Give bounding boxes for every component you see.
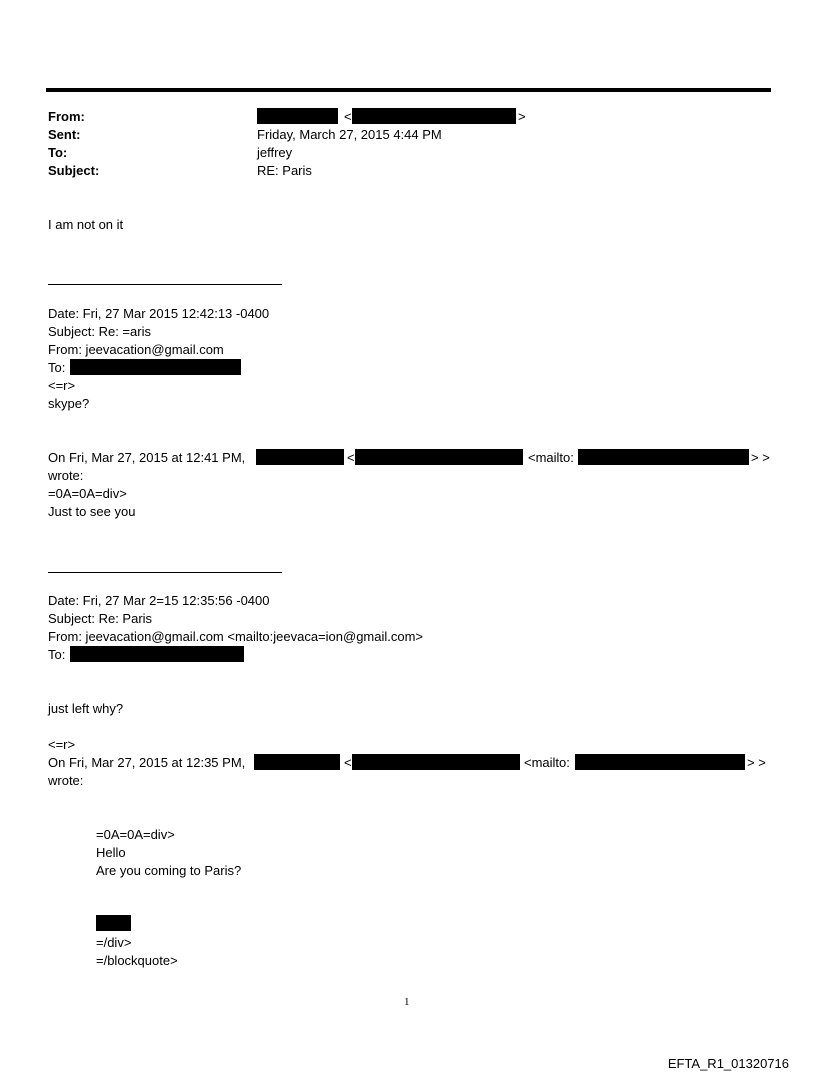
blockquote-question: Are you coming to Paris?: [96, 863, 242, 878]
header-top-rule: [46, 88, 771, 92]
quote1-message: Just to see you: [48, 504, 136, 519]
redacted-sender-email: [352, 108, 516, 124]
quote2-lt: <: [344, 755, 352, 770]
quote1-mailto: <mailto:: [528, 450, 574, 465]
quote2-wrote: wrote:: [48, 773, 84, 788]
quote2-subject: Subject: Re: Paris: [48, 611, 153, 626]
quote1-on-prefix: On Fri, Mar 27, 2015 at 12:41 PM,: [48, 450, 246, 465]
sent-value: Friday, March 27, 2015 4:44 PM: [257, 127, 442, 142]
quote2-message: just left why?: [48, 701, 124, 716]
quote1-div-line: =0A=0A=div>: [48, 486, 127, 501]
quote1-line-r: <=r>: [48, 378, 76, 393]
page-number: 1: [404, 996, 410, 1008]
quote1-date: Date: Fri, 27 Mar 2015 12:42:13 -0400: [48, 306, 270, 321]
redacted-name: [256, 449, 344, 465]
redacted-email: [355, 449, 523, 465]
subject-value: RE: Paris: [257, 163, 312, 178]
quote2-on-prefix: On Fri, Mar 27, 2015 at 12:35 PM,: [48, 755, 246, 770]
quote2-to-label: To:: [48, 647, 66, 662]
reply-text: I am not on it: [48, 217, 124, 232]
quote1-from: From: jeevacation@gmail.com: [48, 342, 224, 357]
quote1-to-label: To:: [48, 360, 66, 375]
quote2-mailto: <mailto:: [524, 755, 570, 770]
quote2-from: From: jeevacation@gmail.com <mailto:jeevaca=ion@gmail.com>: [48, 629, 424, 644]
quote2-close: > >: [747, 755, 766, 770]
quote-separator: [48, 284, 282, 285]
quote1-skype: skype?: [48, 396, 90, 411]
quote2-date: Date: Fri, 27 Mar 2=15 12:35:56 -0400: [48, 593, 270, 608]
to-label: To:: [48, 145, 68, 160]
blockquote-hello: Hello: [96, 845, 126, 860]
from-label: From:: [48, 109, 85, 124]
redacted-recipient: [70, 646, 244, 662]
quote1-lt: <: [347, 450, 355, 465]
redacted-mailto-email: [575, 754, 745, 770]
redacted-recipient: [70, 359, 241, 375]
quote1-on-line: [48, 449, 245, 467]
quote2-line-r: <=r>: [48, 737, 76, 752]
from-close-bracket: >: [518, 109, 526, 124]
redacted-signature: [96, 915, 131, 931]
redacted-email: [352, 754, 520, 770]
quote1-wrote: wrote:: [48, 468, 84, 483]
subject-label: Subject:: [48, 163, 100, 178]
document-id: EFTA_R1_01320716: [667, 1056, 789, 1071]
quote1-subject: Subject: Re: =aris: [48, 324, 151, 339]
redacted-name: [254, 754, 340, 770]
redacted-sender-name: [257, 108, 338, 124]
sent-label: Sent:: [48, 127, 81, 142]
from-open-bracket: <: [344, 109, 352, 124]
quote-separator: [48, 572, 282, 573]
to-value: jeffrey: [257, 145, 293, 160]
redacted-mailto-email: [578, 449, 749, 465]
quote1-close: > >: [751, 450, 770, 465]
blockquote-div-line: =0A=0A=div>: [96, 827, 175, 842]
blockquote-end-div: =/div>: [96, 935, 132, 950]
blockquote-end-blockquote: =/blockquote>: [96, 953, 178, 968]
